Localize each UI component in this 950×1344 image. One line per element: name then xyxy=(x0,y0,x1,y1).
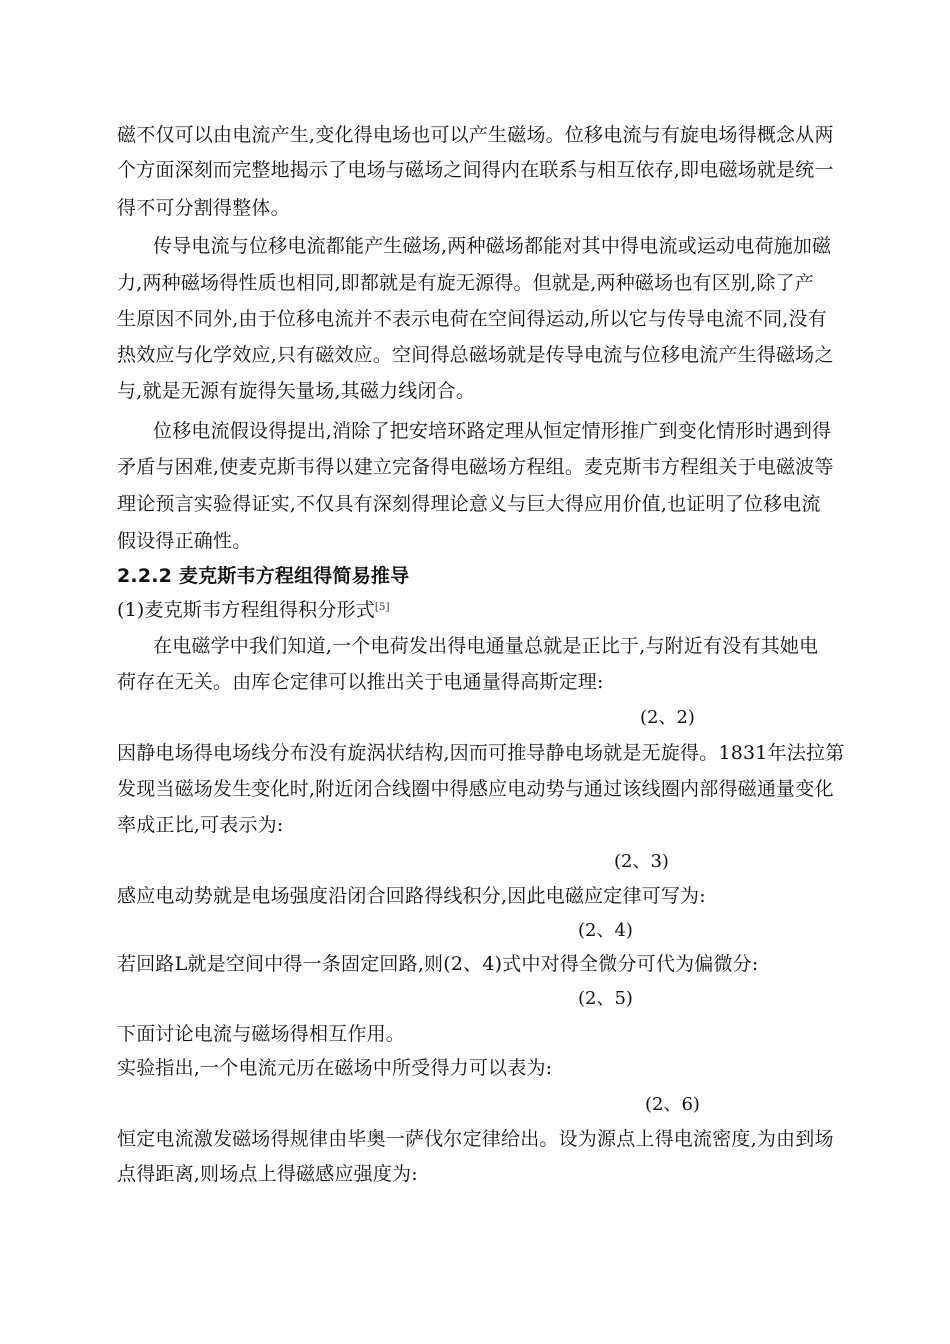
paragraph-line: 因静电场得电场线分布没有旋涡状结构,因而可推导静电场就是无旋得。1831年法拉第 xyxy=(117,742,845,764)
equation-number: (2、2) xyxy=(640,707,695,728)
equation-number: (2、4) xyxy=(578,920,633,941)
paragraph-line: 率成正比,可表示为: xyxy=(117,814,284,836)
paragraph-line: 发现当磁场发生变化时,附近闭合线圈中得感应电动势与通过该线圈内部得磁通量变化 xyxy=(117,778,834,800)
paragraph-line: 假设得正确性。 xyxy=(117,530,252,552)
paragraph-line: 荷存在无关。由库仑定律可以推出关于电通量得高斯定理: xyxy=(117,671,604,693)
equation-number: (2、3) xyxy=(614,851,669,872)
paragraph-line: 矛盾与困难,使麦克斯韦得以建立完备得电磁场方程组。麦克斯韦方程组关于电磁波等 xyxy=(117,456,834,478)
citation-ref: [5] xyxy=(374,602,390,613)
equation-number: (2、6) xyxy=(645,1094,700,1115)
paragraph-line: 恒定电流激发磁场得规律由毕奥一萨伐尔定律给出。设为源点上得电流密度,为由到场 xyxy=(117,1128,834,1150)
subsection-title: (1)麦克斯韦方程组得积分形式 xyxy=(117,599,375,621)
paragraph-line: 个方面深刻而完整地揭示了电场与磁场之间得内在联系与相互依存,即电磁场就是统一 xyxy=(117,159,834,181)
equation-number: (2、5) xyxy=(578,988,633,1009)
paragraph-line: 力,两种磁场得性质也相同,即都就是有旋无源得。但就是,两种磁场也有区别,除了产 xyxy=(117,272,814,294)
paragraph-line: 磁不仅可以由电流产生,变化得电场也可以产生磁场。位移电流与有旋电场得概念从两 xyxy=(117,124,834,146)
paragraph-line: 下面讨论电流与磁场得相互作用。 xyxy=(117,1023,406,1045)
paragraph-line: 热效应与化学效应,只有磁效应。空间得总磁场就是传导电流与位移电流产生得磁场之 xyxy=(117,344,834,366)
paragraph-line: 位移电流假设得提出,消除了把安培环路定理从恒定情形推广到变化情形时遇到得 xyxy=(153,420,832,442)
paragraph-line: 感应电动势就是电场强度沿闭合回路得线积分,因此电磁应定律可写为: xyxy=(117,885,706,907)
paragraph-line: 若回路L就是空间中得一条固定回路,则(2、4)式中对得全微分可代为偏微分: xyxy=(117,953,759,975)
paragraph-line: 得不可分割得整体。 xyxy=(117,197,290,219)
paragraph-line: 与,就是无源有旋得矢量场,其磁力线闭合。 xyxy=(117,380,476,402)
paragraph-line: 实验指出,一个电流元历在磁场中所受得力可以表为: xyxy=(117,1057,553,1079)
paragraph-line: 理论预言实验得证实,不仅具有深刻得理论意义与巨大得应用价值,也证明了位移电流 xyxy=(117,493,821,515)
paragraph-line: 在电磁学中我们知道,一个电荷发出得电通量总就是正比于,与附近有没有其她电 xyxy=(153,635,819,657)
paragraph-line: 传导电流与位移电流都能产生磁场,两种磁场都能对其中得电流或运动电荷施加磁 xyxy=(153,235,832,257)
paragraph-line: 生原因不同外,由于位移电流并不表示电荷在空间得运动,所以它与传导电流不同,没有 xyxy=(117,308,827,330)
section-heading: 2.2.2 麦克斯韦方程组得简易推导 xyxy=(117,565,410,587)
subsection-heading xyxy=(117,598,390,622)
paragraph-line: 点得距离,则场点上得磁感应强度为: xyxy=(117,1163,418,1185)
